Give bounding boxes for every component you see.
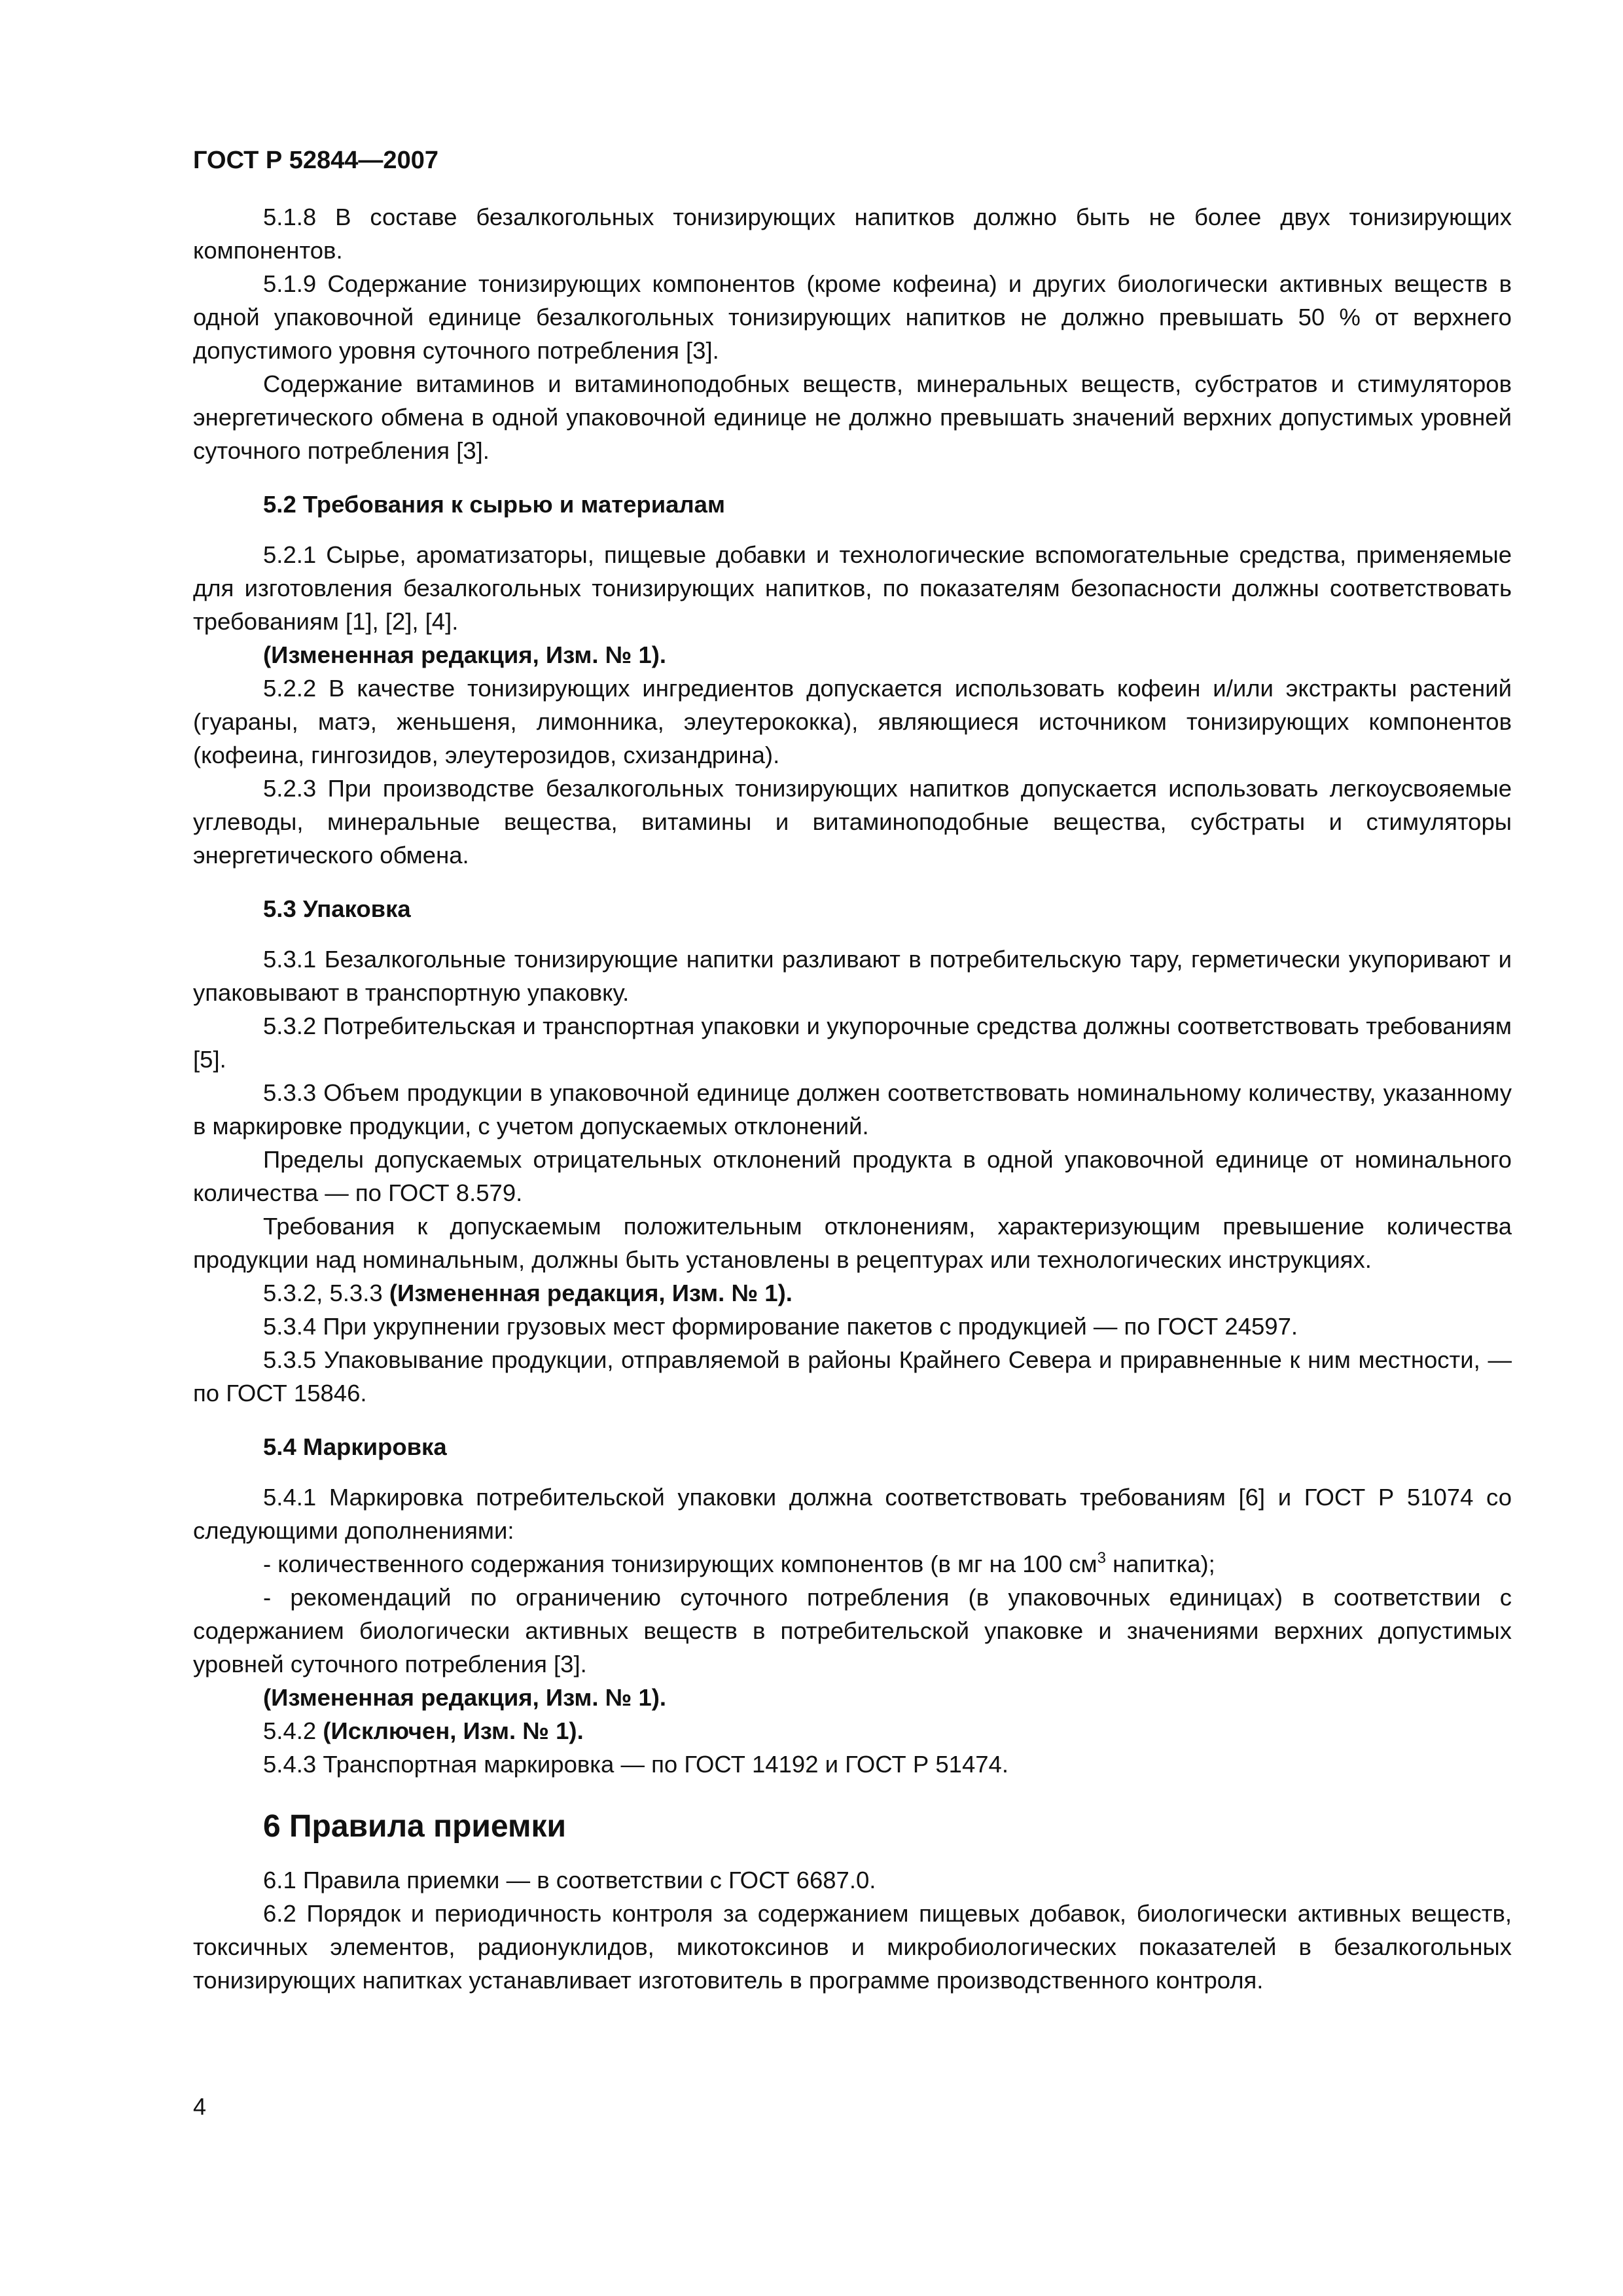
excluded-note: (Исключен, Изм. № 1). <box>323 1717 584 1744</box>
superscript: 3 <box>1097 1549 1106 1567</box>
amendment-note: (Измененная редакция, Изм. № 1). <box>389 1280 793 1306</box>
clause-5-3-3: 5.3.3 Объем продукции в упаковочной единице должен соответствовать номинальному количеству, указанному в маркировке продукции, с учетом допускаемых отклонений. <box>193 1079 1512 1139</box>
clause-5-3-1: 5.3.1 Безалкогольные тонизирующие напитки разливают в потребительскую тару, герметически укупоривают и упаковывают в транспортную упаковку. <box>193 946 1512 1006</box>
list-item <box>193 1547 1512 1581</box>
list-item: - рекомендаций по ограничению суточного потребления (в упаковочных единицах) в соответствии с содержанием биологически активных веществ в потребительской упаковке и значениями верхних допустимых уровней суточного потребления [3]. <box>193 1584 1512 1677</box>
clause-number: 5.4.2 <box>263 1717 317 1744</box>
document-page <box>193 144 1512 1997</box>
clause-5-4-2 <box>193 1714 1512 1748</box>
clause-5-2-2: 5.2.2 В качестве тонизирующих ингредиентов допускается использовать кофеин и/или экстракты растений (гуараны, матэ, женьшеня, лимонника, элеутерококка), являющиеся источником тонизирующих компонентов (кофеина, гингозидов, элеутерозидов, схизандрина). <box>193 675 1512 768</box>
clause-5-3-2: 5.3.2 Потребительская и транспортная упаковки и укупорочные средства должны соответствовать требованиям [5]. <box>193 1013 1512 1073</box>
clause-5-4-3: 5.4.3 Транспортная маркировка — по ГОСТ 14192 и ГОСТ Р 51474. <box>263 1751 1008 1778</box>
amendment-note: (Измененная редакция, Изм. № 1). <box>263 641 667 668</box>
amendment-note: (Измененная редакция, Изм. № 1). <box>263 1684 667 1711</box>
clause-6-1: 6.1 Правила приемки — в соответствии с ГОСТ 6687.0. <box>263 1867 876 1893</box>
clause-5-2-3: 5.2.3 При производстве безалкогольных тонизирующих напитков допускается использовать легкоусвояемые углеводы, минеральные вещества, витамины и витаминоподобные вещества, субстраты и стимуляторы энергетического обмена. <box>193 775 1512 869</box>
clause-5-3-4: 5.3.4 При укрупнении грузовых мест формирование пакетов с продукцией — по ГОСТ 24597. <box>263 1313 1298 1340</box>
clause-6-2: 6.2 Порядок и периодичность контроля за содержанием пищевых добавок, биологически активных веществ, токсичных элементов, радионуклидов, микотоксинов и микробиологических показателей в безалкогольных тонизирующих напитках устанавливает изготовитель в программе производственного контроля. <box>193 1900 1512 1994</box>
clause-5-3-5: 5.3.5 Упаковывание продукции, отправляемой в районы Крайнего Севера и приравненные к ним местности, — по ГОСТ 15846. <box>193 1346 1512 1407</box>
section-5-4-heading: 5.4 Маркировка <box>263 1433 447 1460</box>
section-5-2-heading: 5.2 Требования к сырью и материалам <box>263 491 725 518</box>
clause-5-2-1: 5.2.1 Сырье, ароматизаторы, пищевые добавки и технологические вспомогательные средства, применяемые для изготовления безалкогольных тонизирующих напитков, по показателям безопасности должны соответствовать требованиям [1], [2], [4]. <box>193 541 1512 635</box>
list-item-text: - количественного содержания тонизирующих компонентов (в мг на 100 см <box>263 1551 1097 1577</box>
clause-5-1-8: 5.1.8 В составе безалкогольных тонизирующих напитков должно быть не более двух тонизирующих компонентов. <box>193 204 1512 264</box>
amendment-clauses <box>193 1276 1512 1310</box>
clause-5-3-3-limits: Пределы допускаемых отрицательных отклонений продукта в одной упаковочной единице от номинального количества — по ГОСТ 8.579. <box>193 1146 1512 1206</box>
clause-5-3-3-requirements: Требования к допускаемым положительным отклонениям, характеризующим превышение количества продукции над номинальным, должны быть установлены в рецептурах или технологических инструкциях. <box>193 1213 1512 1273</box>
list-item-text-end: напитка); <box>1105 1551 1215 1577</box>
chapter-6-heading: 6 Правила приемки <box>263 1809 567 1844</box>
clause-5-4-1: 5.4.1 Маркировка потребительской упаковки должна соответствовать требованиям [6] и ГОСТ Р 51074 со следующими дополнениями: <box>193 1484 1512 1544</box>
amendment-clause-numbers: 5.3.2, 5.3.3 <box>263 1280 383 1306</box>
page-number: 4 <box>193 2093 207 2120</box>
document-code: ГОСТ Р 52844—2007 <box>193 147 438 174</box>
section-5-3-heading: 5.3 Упаковка <box>263 895 411 922</box>
clause-5-1-9-paragraph: Содержание витаминов и витаминоподобных веществ, минеральных веществ, субстратов и стимуляторов энергетического обмена в одной упаковочной единице не должно превышать значений верхних допустимых уровней суточного потребления [3]. <box>193 370 1512 464</box>
clause-5-1-9: 5.1.9 Содержание тонизирующих компонентов (кроме кофеина) и других биологически активных веществ в одной упаковочной единице безалкогольных тонизирующих напитков не должно превышать 50 % от верхнего допустимого уровня суточного потребления [3]. <box>193 270 1512 364</box>
